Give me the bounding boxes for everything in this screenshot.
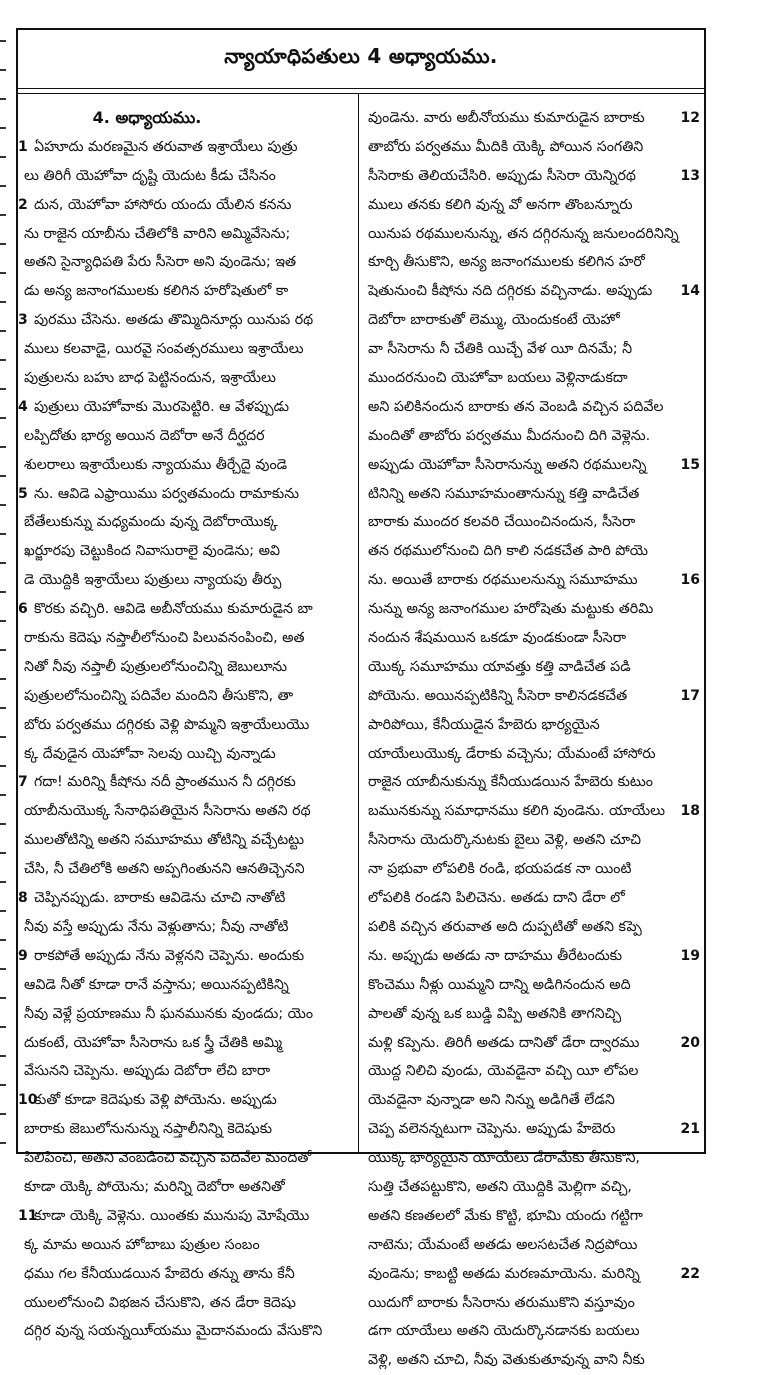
text-line xyxy=(24,1317,350,1346)
margin-tick xyxy=(0,98,6,100)
text-line xyxy=(368,220,698,249)
margin-tick xyxy=(0,707,6,709)
text-line xyxy=(24,855,350,884)
line-text: సీసెరాకు తెలియచేసిరి. అప్పుడు సీసెరా యెన్నిరథ xyxy=(368,167,636,184)
margin-tick xyxy=(0,968,6,970)
line-text: నందున శేషమయిన ఒకడూ వుండకుండా సీసెరా xyxy=(368,630,627,647)
verse-number: 19 xyxy=(680,947,700,964)
line-text: తాబోరు పర్వతము మీదికి యెక్కి పోయిన సంగతిని xyxy=(368,138,644,155)
margin-tick xyxy=(0,1142,6,1144)
text-line xyxy=(18,768,350,797)
margin-tick xyxy=(0,359,6,361)
text-line xyxy=(368,797,698,826)
margin-tick xyxy=(0,243,6,245)
text-line xyxy=(368,1260,698,1289)
margin-tick xyxy=(0,1026,6,1028)
text-line xyxy=(24,162,350,191)
text-line xyxy=(368,422,698,451)
verse-number: 9 xyxy=(18,947,28,964)
line-text: రాకపోతే అప్పుడు నేను వెళ్లనని చెప్పెను. అందుకు xyxy=(34,947,305,964)
margin-tick xyxy=(0,997,6,999)
line-text: లప్పిదోతు భార్య అయిన దెబోరా అనే దీర్ఘదర xyxy=(24,427,265,444)
line-text: బేతేలుకున్ను మధ్యమందు వున్న దెబోరాయొక్క xyxy=(24,514,278,531)
margin-tick xyxy=(0,446,6,448)
text-line xyxy=(368,191,698,220)
line-text: కూడా యెక్కి పోయెను; మరిన్ని దెబోరా అతనితో xyxy=(24,1178,285,1195)
line-text: మళ్లి కప్పెను. తిరిగీ అతడు దానితో డేరా ద్వారము xyxy=(368,1034,640,1051)
line-text: కొంచెము నీళ్లు యిమ్మని దాన్ని అడిగినందున అది xyxy=(368,976,631,993)
line-text: డు అన్య జనాంగములకు కలిగిన హరోషెతులో కా xyxy=(24,283,289,300)
text-line xyxy=(24,1144,350,1173)
column-divider xyxy=(358,94,359,1152)
text-line xyxy=(368,277,698,306)
right-column xyxy=(368,104,698,1375)
line-text: డె యొద్దికి ఇశ్రాయేలు పుత్రులు న్యాయపు తీర్పు xyxy=(24,572,282,589)
text-line xyxy=(368,1029,698,1058)
line-text: ఖర్జూరపు చెట్టుకింద నివాసురాలై వుండెను; అవి xyxy=(24,543,281,560)
margin-tick xyxy=(0,1055,6,1057)
verse-number: 22 xyxy=(680,1265,700,1282)
margin-tick xyxy=(0,214,6,216)
line-text: అని పలికినందున బారాకు తన వెంబడి వచ్చిన పదివేల xyxy=(368,398,664,415)
text-line xyxy=(368,1317,698,1346)
line-text: పాలతో వున్న ఒక బుడ్డి విప్పి అతనికి తాగనిచ్చి xyxy=(368,1005,622,1022)
text-line xyxy=(368,508,698,537)
margin-tick xyxy=(0,939,6,941)
line-text: లు తిరిగీ యెహోవా దృష్టి యెదుట కీడు చేసినం xyxy=(24,167,276,184)
verse-number: 11 xyxy=(18,1207,38,1224)
text-line xyxy=(24,277,350,306)
text-line xyxy=(368,942,698,971)
text-line xyxy=(368,537,698,566)
text-line xyxy=(368,1202,698,1231)
line-text: అతని కణతలలో మేకు కొట్టి, భూమి యందు గట్టిగా xyxy=(368,1207,643,1224)
margin-tick xyxy=(0,649,6,651)
line-text: ను రాజైన యాబీను చేతిలోకి వారిని అమ్మివేసెను; xyxy=(24,225,291,242)
text-line xyxy=(24,537,350,566)
text-line xyxy=(18,942,350,971)
line-text: నున్ను అన్య జనాంగముల హరోషెతు మట్టుకు తరిమి xyxy=(368,601,654,618)
line-text: బమునకున్ను సమాధానము కలిగి వుండెను. యాయేలు xyxy=(368,803,666,820)
verse-number: 10 xyxy=(18,1092,38,1109)
line-text: గదా! మరిన్ని కీషోను నదీ ప్రాంతమున నీ దగ్గిరకు xyxy=(34,774,296,791)
margin-tick xyxy=(0,620,6,622)
verse-number: 18 xyxy=(680,803,700,820)
margin-tick xyxy=(0,475,6,477)
text-line xyxy=(24,248,350,277)
line-text: శులరాలు ఇశ్రాయేలుకు న్యాయము తీర్చేదై వుండె xyxy=(24,456,288,473)
verse-number: 13 xyxy=(680,167,700,184)
text-line xyxy=(368,364,698,393)
verse-number: 1 xyxy=(18,138,28,155)
line-text: షెతునుంచి కీషోను నది దగ్గిరకు వచ్చినాడు. అప్పుడు xyxy=(368,283,653,300)
text-line xyxy=(24,1173,350,1202)
line-text: యాయేలుయొక్క డేరాకు వచ్చెను; యేమంటే హాసోరు xyxy=(368,745,656,762)
line-text: క్క మామ అయిన హోబాబు పుత్రుల సంబం xyxy=(24,1236,260,1253)
text-line xyxy=(368,682,698,711)
line-text: మందితో తాబోరు పర్వతము మీదనుంచి దిగి వెళ్లెను. xyxy=(368,427,651,444)
text-line xyxy=(24,740,350,769)
margin-tick xyxy=(0,591,6,593)
verse-number: 4 xyxy=(18,398,28,415)
line-text: వా సీసెరాను నీ చేతికి యిచ్చే వేళ యీ దినమే; నీ xyxy=(368,341,633,358)
text-line xyxy=(24,826,350,855)
text-line xyxy=(24,971,350,1000)
line-text: ను. అయితే బారాకు రథములనున్ను సమూహము xyxy=(368,572,638,589)
line-text: పుత్రులు యెహోవాకు మొరపెట్టిరి. ఆ వేళప్పుడు xyxy=(34,398,290,415)
text-line xyxy=(368,480,698,509)
text-line xyxy=(368,451,698,480)
line-text: ను. అప్పుడు అతడు నా దాహము తీరేటందుకు xyxy=(368,947,623,964)
margin-tick xyxy=(0,301,6,303)
text-line xyxy=(368,248,698,277)
line-text: బోరు పర్వతము దగ్గిరకు వెళ్లి పొమ్మని ఇశ్రాయేలుయొ xyxy=(24,716,310,733)
text-line xyxy=(24,653,350,682)
text-line xyxy=(18,191,350,220)
line-text: ను. ఆవిడె ఎఫ్రాయిము పర్వతమందు రామాకును xyxy=(34,485,300,502)
verse-number: 2 xyxy=(18,196,28,213)
line-text: ములు తనకు కలిగి వున్న వో అనగా తొంబన్నూరు xyxy=(368,196,633,213)
line-text: యొక్క భార్యయైన యాయేలు డేరామేకు తీసుకొని, xyxy=(368,1150,640,1167)
line-text: యినుప రథములనున్ను, తన దగ్గిరనున్న జనులందరినిన్ని xyxy=(368,225,679,242)
verse-number: 6 xyxy=(18,601,28,618)
text-line xyxy=(368,393,698,422)
line-text: యాబీనుయొక్క సేనాధిపతియైన సీసెరాను అతని రథ xyxy=(24,803,311,820)
line-text: యొద్ద నిలిచి వుండు, యెవడైనా వచ్చి యీ లోపల xyxy=(368,1063,639,1080)
text-line xyxy=(368,1000,698,1029)
text-line xyxy=(18,133,350,162)
text-line xyxy=(368,913,698,942)
text-line xyxy=(368,104,698,133)
line-text: పలికి వచ్చిన తరువాత అది దుప్పటితో అతని కప్పె xyxy=(368,918,642,935)
text-line xyxy=(24,451,350,480)
text-line xyxy=(24,566,350,595)
margin-tick xyxy=(0,417,6,419)
verse-number: 16 xyxy=(680,572,700,589)
text-line xyxy=(24,1115,350,1144)
line-text: లోపలికి రండని పిలిచెను. అతడు దాని డేరా లో xyxy=(368,890,625,907)
line-text: వెళ్లి, అతని చూచి, నీవు వెతుకుతూవున్న వాని నీకు xyxy=(368,1352,645,1369)
text-line xyxy=(368,624,698,653)
text-line xyxy=(24,1029,350,1058)
verse-number: 20 xyxy=(680,1034,700,1051)
line-text: డగా యాయేలు అతని యెదుర్కొనడానకు బయలు xyxy=(368,1323,640,1340)
margin-tick xyxy=(0,678,6,680)
text-line xyxy=(368,653,698,682)
margin-tick xyxy=(0,127,6,129)
margin-tick xyxy=(0,823,6,825)
text-line xyxy=(368,1346,698,1375)
title-rule-double xyxy=(18,93,704,94)
text-line xyxy=(368,1086,698,1115)
text-line xyxy=(368,768,698,797)
text-line xyxy=(368,1289,698,1318)
text-line xyxy=(18,393,350,422)
text-line xyxy=(24,1289,350,1318)
verse-number: 3 xyxy=(18,312,28,329)
margin-tick xyxy=(0,185,6,187)
text-line xyxy=(24,1000,350,1029)
verse-number: 21 xyxy=(680,1121,700,1138)
text-line xyxy=(24,624,350,653)
text-line xyxy=(18,884,350,913)
line-text: యులలోనుంచి విభజన చేసుకొని, తన డేరా కెదెషు xyxy=(24,1294,296,1311)
verse-number: 12 xyxy=(680,110,700,126)
margin-tick xyxy=(0,40,6,42)
text-line xyxy=(368,1115,698,1144)
text-line xyxy=(24,797,350,826)
text-line xyxy=(368,335,698,364)
text-line xyxy=(24,682,350,711)
line-text: నీవు వెళ్లే ప్రయాణము నీ ఘనమునకు వుండదు; యెం xyxy=(24,1005,314,1022)
margin-tick xyxy=(0,852,6,854)
margin-tick xyxy=(0,910,6,912)
line-text: పుత్రులలోనుంచిన్ని పదివేల మందిని తీసుకొని, తా xyxy=(24,687,294,704)
line-text: అతని సైన్యాధిపతి పేరు సీసెరా అని వుండెను; ఇత xyxy=(24,254,297,271)
margin-tick xyxy=(0,1084,6,1086)
line-text: దుకంటే, యెహోవా సీసెరాను ఒక స్త్రీ చేతికి అమ్మి xyxy=(24,1034,283,1051)
verse-number: 7 xyxy=(18,774,28,791)
text-line xyxy=(368,1231,698,1260)
line-text: తన రథములోనుంచి దిగి కాలి నడకచేత పారి పోయె xyxy=(368,543,648,560)
text-line xyxy=(368,306,698,335)
line-text: నీవు వస్తే అప్పుడు నేను వెళ్లుతాను; నీవు నాతోటి xyxy=(24,918,289,935)
line-text: నితో నీవు నప్తాలీ పుత్రులలోనుంచిన్ని జెబులూను xyxy=(24,658,287,675)
text-line xyxy=(368,971,698,1000)
text-line xyxy=(24,422,350,451)
line-text: రాజైన యాబీనుకున్ను కేనీయుడయిన హేబెరు కుటుం xyxy=(368,774,653,791)
margin-tick xyxy=(0,562,6,564)
text-line xyxy=(24,913,350,942)
line-text: దెబోరా బారాకుతో లెమ్ము, యెందుకంటే యెహో xyxy=(368,312,620,329)
line-text: నా ప్రభువా లోపలికి రండి, భయపడక నా యింటి xyxy=(368,861,632,878)
margin-tick xyxy=(0,388,6,390)
margin-tick xyxy=(0,1113,6,1115)
text-line xyxy=(368,711,698,740)
text-line xyxy=(368,884,698,913)
text-line xyxy=(368,740,698,769)
text-line xyxy=(368,133,698,162)
verse-number: 15 xyxy=(680,456,700,473)
left-margin-marks xyxy=(0,0,8,1190)
line-text: చెప్ప వలెనన్నటుగా చెప్పెను. అప్పుడు హేబెరు xyxy=(368,1121,616,1138)
line-text: బారాకు జెబులోనునున్ను నప్తాలీనిన్ని కెదెషుకు xyxy=(24,1121,273,1138)
line-text: వుండెను; కాబట్టి అతడు మరణమాయెను. మరిన్ని xyxy=(368,1265,640,1282)
line-text: కుతో కూడా కెదెషుకు వెళ్లి పోయెను. అప్పుడు xyxy=(34,1092,277,1109)
line-text: బారాకు ముందర కలవరి చేయించినందున, సీసెరా xyxy=(368,514,636,531)
margin-tick xyxy=(0,736,6,738)
chapter-heading: 4. అధ్యాయము. xyxy=(92,108,202,127)
line-text: కొరకు వచ్చిరి. ఆవిడె అబీనోయము కుమారుడైన బా xyxy=(34,601,313,618)
line-text: ముందరనుంచి యెహోవా బయలు వెళ్లినాడుకదా xyxy=(368,370,628,387)
line-text: వుండెను. వారు అబీనోయము కుమారుడైన బారాకు xyxy=(368,110,645,126)
line-text: టినిన్ని అతని సమూహమంతానున్ను కత్తి వాడిచేత xyxy=(368,485,640,502)
text-line xyxy=(368,855,698,884)
text-line xyxy=(368,566,698,595)
text-line xyxy=(18,595,350,624)
text-line xyxy=(24,1057,350,1086)
margin-tick xyxy=(0,156,6,158)
margin-tick xyxy=(0,765,6,767)
margin-tick xyxy=(0,794,6,796)
text-line xyxy=(368,1057,698,1086)
line-text: పిలిపించి, అతని వెంబడించి వచ్చిన పదివేల మందితో xyxy=(24,1150,312,1167)
text-line xyxy=(18,480,350,509)
verse-number: 5 xyxy=(18,485,28,502)
text-line xyxy=(18,1086,350,1115)
line-text: కూర్చి తీసుకొని, అన్య జనాంగములకు కలిగిన హరో xyxy=(368,254,645,271)
line-text: సీసెరాను యెదుర్కొనుటకు బైలు వెళ్లి, అతని చూచి xyxy=(368,832,641,849)
line-text: యిదుగో బారాకు సీసెరాను తరుముకొని వస్తూవుం xyxy=(368,1294,635,1311)
line-text: రాకును కెదెషు నప్తాలీలోనుంచి పిలువనంపించి, అత xyxy=(24,630,305,647)
line-text: ధము గల కేనీయుడయిన హేబెరు తన్ను తాను కేనీ xyxy=(24,1265,295,1282)
line-text: చేసి, నీ చేతిలోకి అతని అప్పగింతునని ఆనతిచ్చెనని xyxy=(24,861,305,878)
page-frame xyxy=(16,28,706,1369)
line-text: పారిపోయి, కేనీయుడైన హేబెరు భార్యయైన xyxy=(368,716,600,733)
left-column xyxy=(18,104,350,1346)
line-text: చెప్పినప్పుడు. బారాకు ఆవిడెను చూచి నాతోటి xyxy=(34,890,286,907)
text-line xyxy=(24,508,350,537)
margin-tick xyxy=(0,533,6,535)
text-line xyxy=(18,1202,350,1231)
verse-number: 17 xyxy=(680,687,700,704)
margin-tick xyxy=(0,330,6,332)
text-line xyxy=(24,220,350,249)
line-text: యొక్క సమూహము యావత్తు కత్తి వాడిచేత పడి xyxy=(368,658,631,675)
line-text: పుత్రులను బహు బాధ పెట్టినందున, ఇశ్రాయేలు xyxy=(24,370,276,387)
text-line xyxy=(24,711,350,740)
margin-tick xyxy=(0,504,6,506)
text-line xyxy=(368,1144,698,1173)
line-text: నాటెను; యేమంటే అతడు అలసటచేత నిద్రపోయి xyxy=(368,1236,638,1253)
line-text: వేసునని చెప్పెను. అప్పుడు దెబోరా లేచి బారా xyxy=(24,1063,271,1080)
line-text: ఏహూదు మరణమైన తరువాత ఇశ్రాయేలు పుత్రు xyxy=(34,138,298,155)
text-line xyxy=(24,364,350,393)
margin-tick xyxy=(0,881,6,883)
verse-number: 14 xyxy=(680,283,700,300)
text-line xyxy=(18,306,350,335)
verse-number: 8 xyxy=(18,890,28,907)
line-text: పురము చేసెను. అతడు తొమ్మిదినూర్లు యినుప రథ xyxy=(34,312,314,329)
line-text: క్క దేవుడైన యెహోవా సెలవు యిచ్చి వున్నాడు xyxy=(24,745,276,762)
line-text: ములు కలవాడై, యిరవై సంవత్సరములు ఇశ్రాయేలు xyxy=(24,341,304,358)
page-title: న్యాయాధిపతులు 4 అధ్యాయము. xyxy=(224,44,498,68)
line-text: సుత్తి చేతపట్టుకొని, అతని యొద్దికి మెల్లిగా వచ్చి, xyxy=(368,1178,632,1195)
line-text: దున, యెహోవా హాసోరు యందు యేలిన కనను xyxy=(34,196,292,213)
title-rule xyxy=(18,88,704,89)
line-text: ములతోటిన్ని అతని సమూహము తోటిన్ని వచ్చేటట్టు xyxy=(24,832,305,849)
text-line xyxy=(368,826,698,855)
text-line xyxy=(368,1173,698,1202)
line-text: కూడా యెక్కి వెళ్లెను. యింతకు మునుపు మోషేయొ xyxy=(34,1207,310,1224)
text-line xyxy=(24,335,350,364)
line-text: యెవడైనా వున్నాడా అని నిన్ను అడిగితే లేడని xyxy=(368,1092,615,1109)
text-line xyxy=(24,1231,350,1260)
margin-tick xyxy=(0,272,6,274)
text-line xyxy=(368,595,698,624)
text-line xyxy=(368,162,698,191)
margin-tick xyxy=(0,69,6,71)
line-text: దగ్గిర వున్న సయన్నయీ్యము మైదానమందు వేసుకొని xyxy=(24,1323,323,1340)
line-text: ఆవిడె నీతో కూడా రానే వస్తాను; అయినప్పటికిన్ని xyxy=(24,976,289,993)
text-line xyxy=(24,1260,350,1289)
line-text: పోయెను. అయినప్పటికిన్ని సీసెరా కాలినడకచేత xyxy=(368,687,628,704)
line-text: అప్పుడు యెహోవా సీసెరానున్ను అతని రథములన్ని xyxy=(368,456,647,473)
